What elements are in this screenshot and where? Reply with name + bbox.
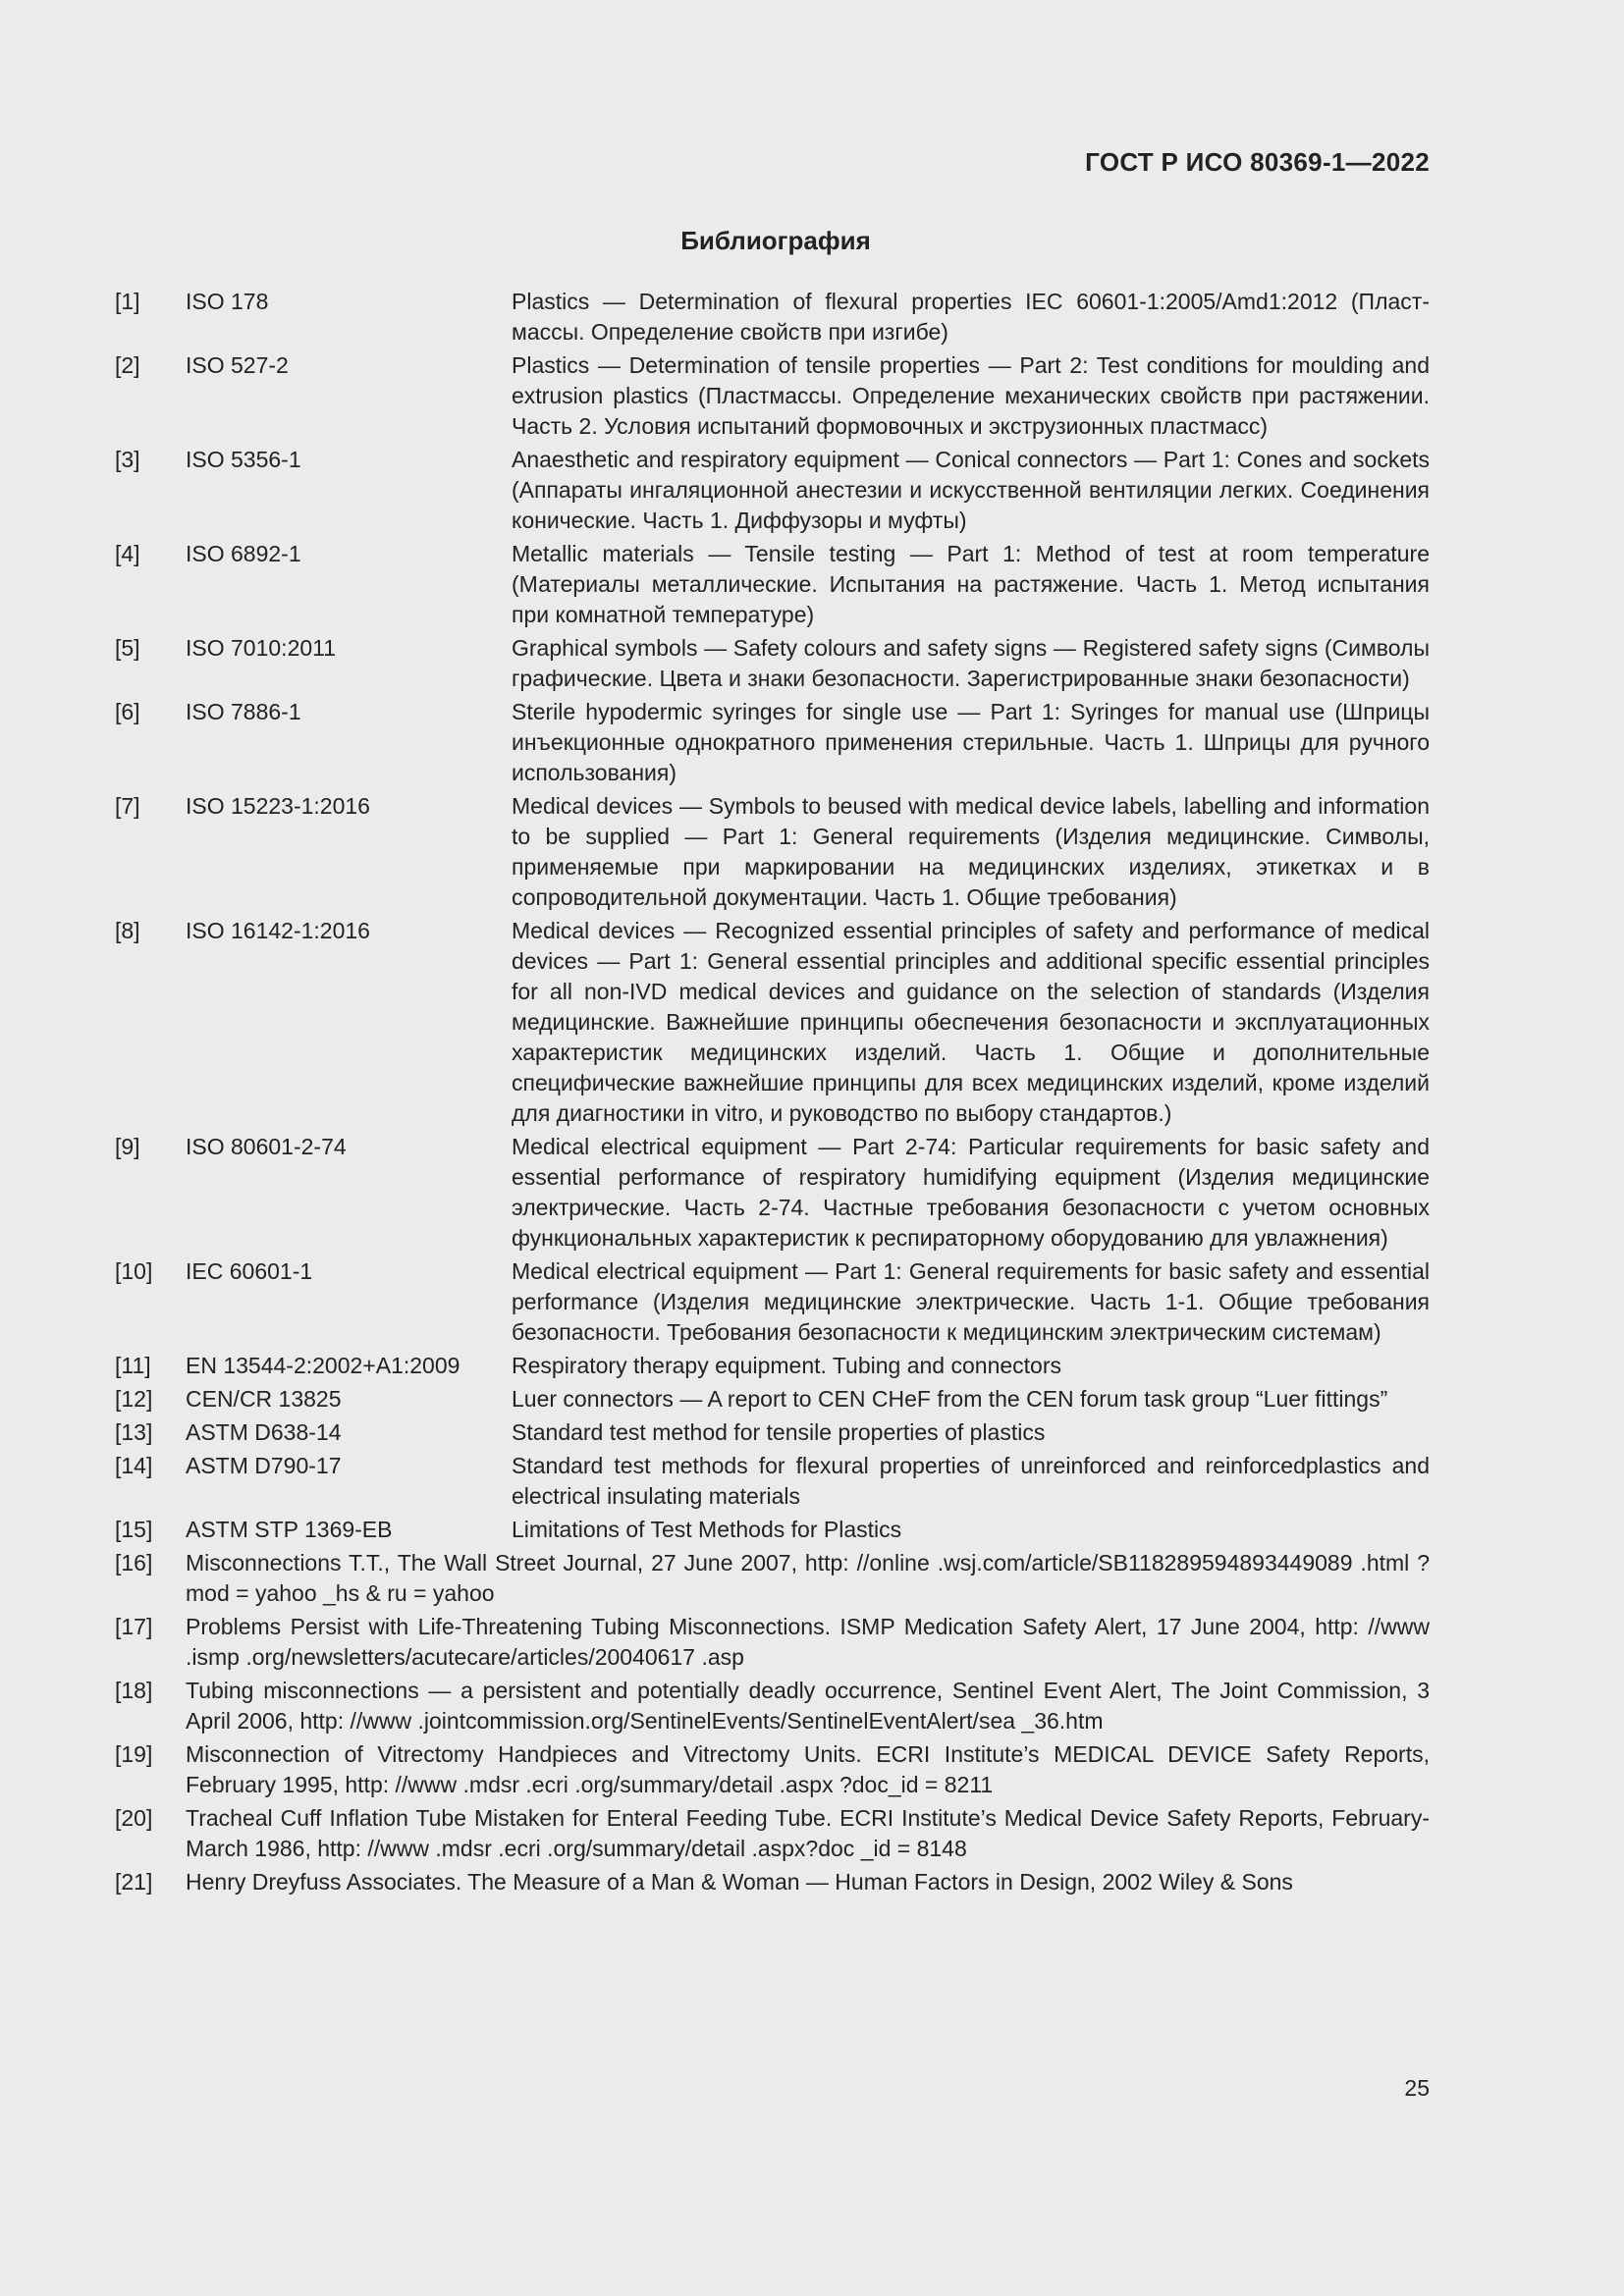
entry-number: [21] <box>115 1869 153 1895</box>
entry-code: EN 13544-2:2002+A1:2009 <box>186 1353 460 1378</box>
entry-number: [7] <box>115 793 140 819</box>
entry-title: Respiratory therapy equipment. Tubing and connectors <box>512 1353 1061 1378</box>
entry-code: ASTM D790-17 <box>186 1453 342 1478</box>
bibliography-entry <box>115 1351 1430 1381</box>
entry-citation: Misconnections T.T., The Wall Street Journal, 27 June 2007, http: //online .wsj.com/article/SB118289594893449089 .html ?mod = yahoo _hs & ru = yahoo <box>186 1550 1430 1606</box>
bibliography-entry <box>115 697 1430 788</box>
entry-number: [15] <box>115 1517 153 1542</box>
entry-title: Plastics — Determination of flexural properties IEC 60601-1:2005/Amd1:2012 (Пластмассы. Определение свойств при изгибе) <box>512 289 1430 345</box>
bibliography-entry <box>115 1548 1430 1609</box>
entry-code: ISO 16142-1:2016 <box>186 918 370 943</box>
bibliography-entry <box>115 1676 1430 1736</box>
entry-code: ISO 7886-1 <box>186 699 301 724</box>
entry-number: [18] <box>115 1678 153 1703</box>
entry-number: [9] <box>115 1134 140 1159</box>
bibliography-entry <box>115 1803 1430 1864</box>
entry-number: [2] <box>115 352 140 378</box>
bibliography-entry <box>115 916 1430 1129</box>
bibliography-entry <box>115 1515 1430 1545</box>
bibliography-list <box>115 287 1430 1900</box>
bibliography-entry <box>115 1739 1430 1800</box>
entry-number: [1] <box>115 289 140 314</box>
entry-number: [5] <box>115 635 140 661</box>
entry-code: ASTM STP 1369-EB <box>186 1517 393 1542</box>
entry-code: ASTM D638-14 <box>186 1419 342 1445</box>
entry-citation: Tubing misconnections — a persistent and potentially deadly occurrence, Sentinel Event Alert, The Joint Commission, 3 April 2006, http: //www .jointcommission.org/SentinelEvents/SentinelEventAlert/sea _36.htm <box>186 1678 1430 1734</box>
entry-title: Limitations of Test Methods for Plastics <box>512 1517 902 1542</box>
entry-number: [3] <box>115 447 140 472</box>
bibliography-entry <box>115 1256 1430 1348</box>
page-number: 25 <box>1404 2075 1430 2101</box>
entry-number: [13] <box>115 1419 153 1445</box>
entry-title: Medical electrical equipment — Part 1: General requirements for basic safety and essential performance (Изделия медицинские электрические. Часть 1-1. Общие требования безопасности. Требования безопасности к медицинским электрическим системам) <box>512 1258 1430 1345</box>
entry-code: ISO 80601-2-74 <box>186 1134 347 1159</box>
entry-number: [4] <box>115 541 140 566</box>
entry-number: [12] <box>115 1386 153 1412</box>
bibliography-entry <box>115 1451 1430 1512</box>
entry-code: ISO 6892-1 <box>186 541 301 566</box>
entry-title: Metallic materials — Tensile testing — Part 1: Method of test at room temperature (Материалы металлические. Испытания на растяжение. Часть 1. Метод испытания при комнатной температуре) <box>512 541 1430 627</box>
bibliography-entry <box>115 1384 1430 1415</box>
entry-code: CEN/CR 13825 <box>186 1386 342 1412</box>
entry-title: Medical devices — Recognized essential principles of safety and performance of medical devices — Part 1: General essential principles and additional specific essential principles for all non-IVD medical devices and guidance on the selection of standards (Изделия медицинские. Важнейшие принципы обеспечения безопасности и эксплуатационных характеристик медицинских изделий. Часть 1. Общие и дополнительные специфические важнейшие принципы для всех медицинских изделий, кроме изделий для диагностики in vitro, и руководство по выбору стандартов.) <box>512 918 1430 1126</box>
entry-code: ISO 7010:2011 <box>186 635 337 661</box>
bibliography-entry <box>115 287 1430 347</box>
bibliography-entry <box>115 1612 1430 1673</box>
bibliography-entry <box>115 633 1430 694</box>
entry-title: Medical devices — Symbols to beused with medical device labels, labelling and information to be supplied — Part 1: General requirements (Изделия медицинские. Символы, применяемые при маркировании на медицинских изделиях, этикетках и в сопроводительной документации. Часть 1. Общие требования) <box>512 793 1430 910</box>
entry-citation: Problems Persist with Life-Threatening Tubing Misconnections. ISMP Medication Safety Alert, 17 June 2004, http: //www .ismp .org/newsletters/acutecare/articles/20040617 .asp <box>186 1614 1430 1670</box>
entry-citation: Tracheal Cuff Inflation Tube Mistaken for Enteral Feeding Tube. ECRI Institute’s Medical Device Safety Reports, February-March 1986, http: //www .mdsr .ecri .org/summary/detail .aspx?doc _id = 8148 <box>186 1805 1430 1861</box>
entry-code: ISO 178 <box>186 289 269 314</box>
entry-number: [14] <box>115 1453 153 1478</box>
entry-number: [17] <box>115 1614 153 1639</box>
entry-number: [8] <box>115 918 140 943</box>
entry-title: Graphical symbols — Safety colours and safety signs — Registered safety signs (Символы графические. Цвета и знаки безопасности. Зарегистрированные знаки безопасности) <box>512 635 1430 691</box>
entry-number: [20] <box>115 1805 153 1831</box>
entry-number: [16] <box>115 1550 153 1575</box>
entry-code: IEC 60601-1 <box>186 1258 313 1284</box>
entry-code: ISO 15223-1:2016 <box>186 793 370 819</box>
entry-title: Plastics — Determination of tensile properties — Part 2: Test conditions for moulding and extrusion plastics (Пластмассы. Определение механических свойств при растяжении. Часть 2. Условия испытаний формовочных и экструзионных пластмасс) <box>512 352 1430 439</box>
entry-number: [19] <box>115 1741 153 1767</box>
entry-title: Standard test methods for flexural properties of unreinforced and reinforcedplastics and electrical insulating materials <box>512 1453 1430 1509</box>
entry-citation: Henry Dreyfuss Associates. The Measure of a Man & Woman — Human Factors in Design, 2002 Wiley & Sons <box>186 1869 1293 1895</box>
bibliography-entry <box>115 1867 1430 1897</box>
entry-title: Anaesthetic and respiratory equipment — Conical connectors — Part 1: Cones and sockets (Аппараты ингаляционной анестезии и искусственной вентиляции легких. Соединения конические. Часть 1. Диффузоры и муфты) <box>512 447 1430 533</box>
entry-code: ISO 5356-1 <box>186 447 301 472</box>
entry-title: Sterile hypodermic syringes for single use — Part 1: Syringes for manual use (Шприцы инъекционные однократного применения стерильные. Часть 1. Шприцы для ручного использования) <box>512 699 1430 785</box>
entry-citation: Misconnection of Vitrectomy Handpieces and Vitrectomy Units. ECRI Institute’s MEDICAL DEVICE Safety Reports, February 1995, http: //www .mdsr .ecri .org/summary/detail .aspx ?doc_id = 8211 <box>186 1741 1430 1797</box>
entry-title: Standard test method for tensile properties of plastics <box>512 1419 1046 1445</box>
bibliography-entry <box>115 539 1430 630</box>
entry-number: [11] <box>115 1353 151 1378</box>
bibliography-entry <box>115 791 1430 913</box>
entry-title: Medical electrical equipment — Part 2-74: Particular requirements for basic safety and essential performance of respiratory humidifying equipment (Изделия медицинские электрические. Часть 2-74. Частные требования безопасности с учетом основных функциональных характеристик к респираторному оборудованию для увлажнения) <box>512 1134 1430 1251</box>
standard-designation: ГОСТ Р ИСО 80369-1—2022 <box>1085 147 1430 177</box>
entry-number: [10] <box>115 1258 153 1284</box>
bibliography-title: Библиография <box>680 226 871 255</box>
entry-title: Luer connectors — A report to CEN CHeF from the CEN forum task group “Luer fittings” <box>512 1386 1388 1412</box>
bibliography-entry <box>115 350 1430 442</box>
entry-code: ISO 527-2 <box>186 352 289 378</box>
bibliography-entry <box>115 445 1430 536</box>
bibliography-entry <box>115 1417 1430 1448</box>
entry-number: [6] <box>115 699 140 724</box>
bibliography-entry <box>115 1132 1430 1254</box>
